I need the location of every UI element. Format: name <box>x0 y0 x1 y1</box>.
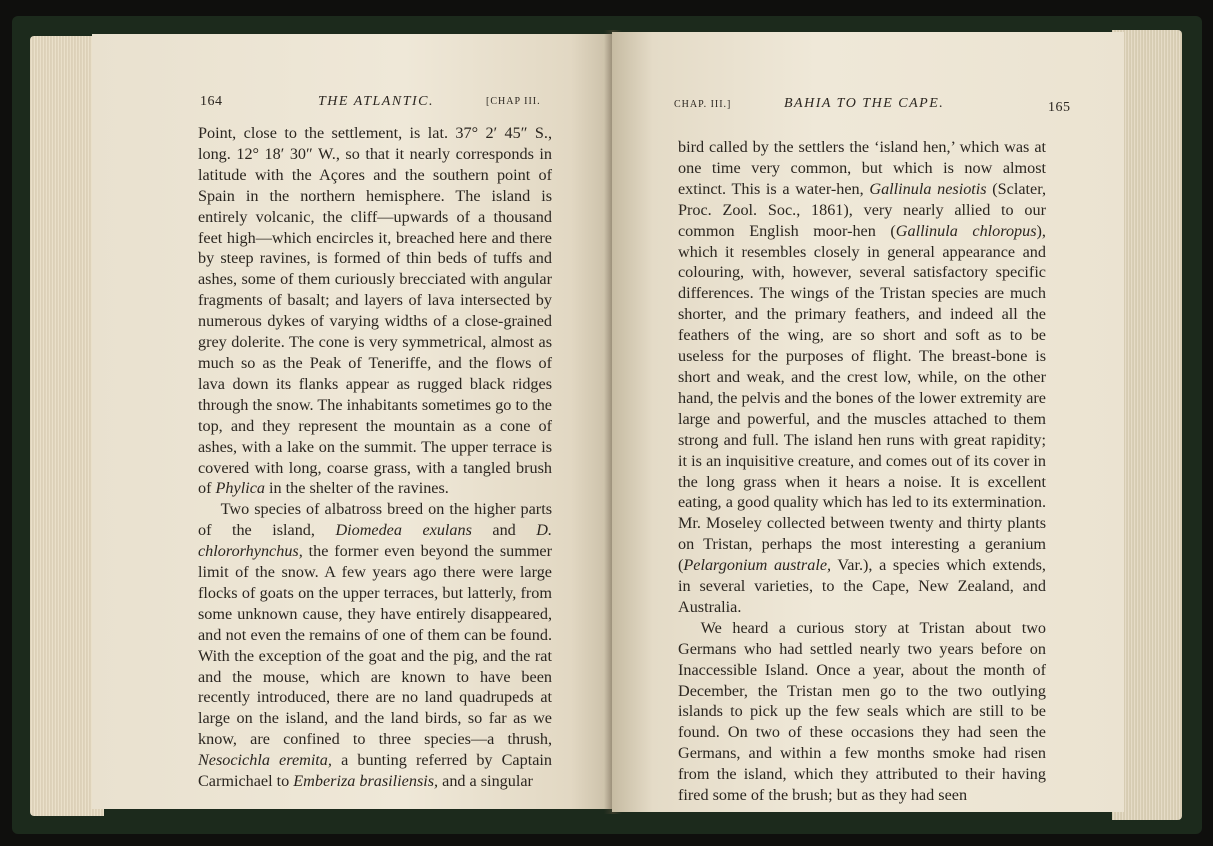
paragraph <box>678 618 1046 806</box>
left-running-title: THE ATLANTIC. <box>318 94 434 109</box>
text-span: in the shelter of the ravines. <box>264 479 449 498</box>
italic-span: Emberiza brasiliensis, <box>293 772 439 791</box>
text-span: and a singular <box>438 772 533 791</box>
left-page <box>92 34 612 809</box>
italic-span: Gallinula nesiotis <box>869 179 987 198</box>
italic-span: Nesocichla eremita, <box>198 751 332 770</box>
left-page-body <box>198 123 552 792</box>
left-chapter-marker: [CHAP III. <box>486 96 541 107</box>
text-span: Var.), a species which extends, in several varieties, to the Cape, New Zealand, and Australia. <box>678 556 1046 616</box>
text-span: bird called by the settlers the ‘island hen,’ which was at one time very common, but which is now almost extinct. This is a water-hen, <box>678 138 1046 198</box>
text-span: a bunting referred by Captain Carmichael to <box>198 751 552 791</box>
italic-span: Phylica <box>215 479 265 498</box>
paragraph <box>198 123 552 499</box>
italic-span: Diomedea exulans <box>335 521 472 540</box>
right-page-number: 165 <box>1048 100 1071 115</box>
text-span: (Sclater, Proc. Zool. Soc., 1861), very nearly allied to our common English moor-hen ( <box>678 179 1047 240</box>
italic-span: D. chlororhynchus, <box>198 521 552 561</box>
text-span: ), which it resembles closely in general appearance and colouring, with, however, several satisfactory specific differences. The wings of the Tristan species are much shorter, and the primary feathers, and indeed all the feathers of the wing, are so short and soft as to be useless for the purposes of flight. The breast-bone is short and weak, and the crest low, while, on the other hand, the pelvis and the bones of the lower extremity are large and powerful, and the muscles attached to them strong and full. The island hen runs with great rapidity; it is an inquisitive creature, and comes out of its cover in the long grass when it hears a noise. It is excellent eating, a good quality which has led to its extermination. Mr. Moseley collected between twenty and thirty plants on Tristan, perhaps the most interesting a geranium ( <box>678 221 1046 575</box>
text-span: the former even beyond the summer limit of the snow. A few years ago there were large flocks of goats on the upper terraces, but latterly, from some unknown cause, they have entirely disappeared, and not even the remains of one of them can be found. With the exception of the goat and the pig, and the rat and the mouse, which are known to have been recently introduced, there are no land quadrupeds at large on the island, and the land birds, so far as we know, are confined to three species—a thrush, <box>198 542 552 749</box>
text-span: and <box>471 521 537 540</box>
right-page-body <box>678 137 1046 806</box>
right-running-title: BAHIA TO THE CAPE. <box>784 96 945 111</box>
right-running-head <box>612 92 1124 115</box>
paragraph <box>678 137 1046 618</box>
text-span: Point, close to the settlement, is lat. 37° 2′ 45″ S., long. 12° 18′ 30″ W., so that it nearly corresponds in latitude with the Açores and the southern point of Spain in the northern hemisphere. The island is entirely volcanic, the cliff—upwards of a thousand feet high—which encircles it, breached here and there by steep ravines, is formed of thin beds of tuffs and ashes, some of them curiously brecciated with angular fragments of basalt; and layers of lava intersected by numerous dykes of varying widths of a close-grained grey dolerite. The cone is very symmetrical, almost as much so as the Peak of Teneriffe, and the flows of lava down its flanks appear as rugged black ridges through the snow. The inhabitants sometimes go to the top, and they represent the mountain as a cone of ashes, with a lake on the summit. The upper terrace is covered with long, coarse grass, with a tangled brush of <box>198 124 552 498</box>
text-span: We heard a curious story at Tristan about two Germans who had settled nearly two years before on Inaccessible Island. Once a year, about the month of December, the Tristan men go to the two outlying islands to pick up the few seals which are still to be found. On two of these occasions they had seen the Germans, and within a few months smoke had risen from the island, which they attributed to their having fired some of the brush; but as they had seen <box>678 618 1046 805</box>
right-chapter-marker: CHAP. III.] <box>674 99 732 110</box>
right-page <box>612 32 1124 812</box>
italic-span: Gallinula chloropus <box>895 221 1037 240</box>
italic-span: Pelargonium australe, <box>683 556 832 575</box>
left-running-head <box>92 94 612 114</box>
left-page-number: 164 <box>200 94 223 109</box>
text-span: Two species of albatross breed on the higher parts of the island, <box>198 500 552 540</box>
paragraph <box>198 499 552 792</box>
